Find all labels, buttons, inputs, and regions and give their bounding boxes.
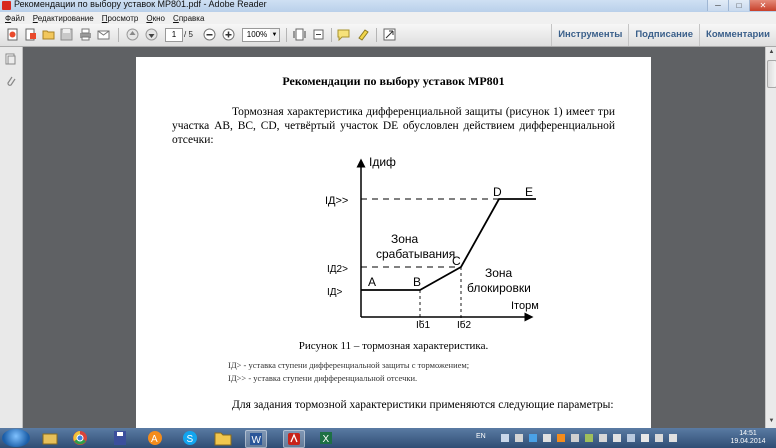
excel-icon[interactable] [316,430,336,446]
tools-link[interactable]: Инструменты [551,24,628,46]
svg-text:X: X [322,434,330,445]
explorer-icon[interactable] [40,430,60,446]
next-page-icon[interactable] [145,28,158,41]
highlight-icon[interactable] [356,28,369,41]
window-controls [707,0,776,12]
toolbar-separator [331,28,332,42]
floppy-app-icon[interactable] [110,430,130,446]
fit-width-icon[interactable] [312,28,325,41]
point-b-label: B [413,275,422,289]
start-button[interactable] [2,429,30,447]
skype-tray-icon [529,434,537,442]
id-mid-label: IД2> [327,264,348,275]
tray-app-icon [571,434,579,442]
adobe-reader-taskbar-icon[interactable] [283,430,305,448]
zoom-level-input[interactable]: 100% [242,28,272,42]
braking-characteristic-diagram [321,149,541,329]
save-icon[interactable] [60,28,73,41]
tray-app-icon [543,434,551,442]
id-low-label: IД> [327,287,343,298]
previous-page-icon[interactable] [126,28,139,41]
folder-app-icon[interactable] [213,430,233,446]
fit-page-icon[interactable] [293,28,306,41]
wifi-icon [669,434,677,442]
avast-icon[interactable] [145,430,165,446]
toolbar-separator [286,28,287,42]
scroll-down-icon[interactable]: ▼ [768,418,775,424]
language-indicator[interactable]: EN [476,433,486,440]
comments-link[interactable]: Комментарии [699,24,776,46]
point-a-label: A [368,275,377,289]
vertical-scrollbar[interactable] [765,47,776,428]
tick-ib1-label: Iб1 [416,320,431,329]
point-d-label: D [493,185,502,199]
id-high-label: IД>> [325,195,349,207]
tray-app-icon [515,434,523,442]
legend-id-low: IД> - уставка ступени дифференциальной защиты с торможением; [228,360,470,370]
svg-text:A: A [151,434,158,445]
windows-taskbar [0,428,776,448]
avast-tray-icon [557,434,565,442]
clock-date: 19.04.2014 [730,438,766,445]
document-title: Рекомендации по выбору уставок МР801 [282,74,505,88]
create-pdf-icon[interactable] [6,28,19,41]
zoom-dropdown-icon[interactable]: ▼ [270,28,280,42]
document-viewer[interactable] [23,47,765,428]
flag-icon [641,434,649,442]
svg-text:W: W [251,435,261,446]
paragraph-intro: Тормозная характеристика дифференциальной защиты (рисунок 1) имеет три участка АВ, ВС, CD, четвёртый участок DE обусловлен действием дифференциальной отсечки: [172,106,615,146]
page-count: / 5 [184,30,193,39]
paragraph-parameters: Для задания тормозной характеристики применяются следующие параметры: [232,399,614,411]
zoom-in-icon[interactable] [222,28,235,41]
point-e-label: E [525,185,534,199]
sound-icon [655,434,663,442]
network-icon [501,434,509,442]
tick-ib2-label: Iб2 [457,320,472,329]
close-button[interactable]: ✕ [749,0,776,11]
x-axis-label: Iторм [511,300,539,312]
word-icon[interactable] [245,430,267,448]
read-mode-icon[interactable] [383,28,396,41]
attachments-icon[interactable] [5,75,16,87]
menu-bar [0,12,776,24]
print-icon[interactable] [79,28,92,41]
point-c-label: C [452,254,461,268]
legend-id-high: IД>> - уставка ступени дифференциальной отсечки. [228,373,418,383]
tray-app-icon [599,434,607,442]
comment-icon[interactable] [337,28,350,41]
y-axis-label: Iдиф [369,155,396,169]
menu-help[interactable]: Справка [173,14,205,23]
menu-window[interactable]: Окно [146,14,165,23]
right-panel-links [551,24,776,46]
zone-block-label-2: блокировки [467,281,531,295]
menu-view[interactable]: Просмотр [101,14,139,23]
skype-icon[interactable] [180,430,200,446]
toolbar-separator [118,28,119,42]
page-thumbnails-icon[interactable] [5,53,16,65]
minimize-button[interactable]: ─ [707,0,728,11]
open-file-icon[interactable] [24,28,37,41]
maximize-button[interactable]: □ [728,0,749,11]
email-icon[interactable] [97,28,110,41]
sign-link[interactable]: Подписание [628,24,699,46]
scroll-thumb[interactable] [767,60,776,88]
adobe-reader-icon [2,1,11,10]
pdf-page [136,57,651,447]
svg-text:S: S [186,434,194,445]
battery-icon [627,434,635,442]
folder-icon[interactable] [42,28,55,41]
zone-operation-label-2: срабатывания [376,247,456,261]
window-titlebar [0,0,776,12]
zone-operation-label-1: Зона [391,232,419,246]
zoom-out-icon[interactable] [203,28,216,41]
page-number-input[interactable]: 1 [165,28,183,42]
navigation-panel [0,47,23,428]
menu-file[interactable]: Файл [5,14,25,23]
clock-time: 14:51 [739,430,757,437]
menu-edit[interactable]: Редактирование [32,14,94,23]
zone-block-label-1: Зона [485,266,513,280]
tray-app-icon [585,434,593,442]
figure-caption: Рисунок 11 – тормозная характеристика. [298,340,489,352]
scroll-up-icon[interactable]: ▲ [768,49,775,55]
clock[interactable] [728,430,768,446]
toolbar-separator [376,28,377,42]
volume-icon [613,434,621,442]
tray-icons [501,433,701,443]
window-title: Рекомендации по выбору уставок МР801.pdf - Adobe Reader [14,0,267,9]
chrome-icon[interactable] [70,430,90,446]
